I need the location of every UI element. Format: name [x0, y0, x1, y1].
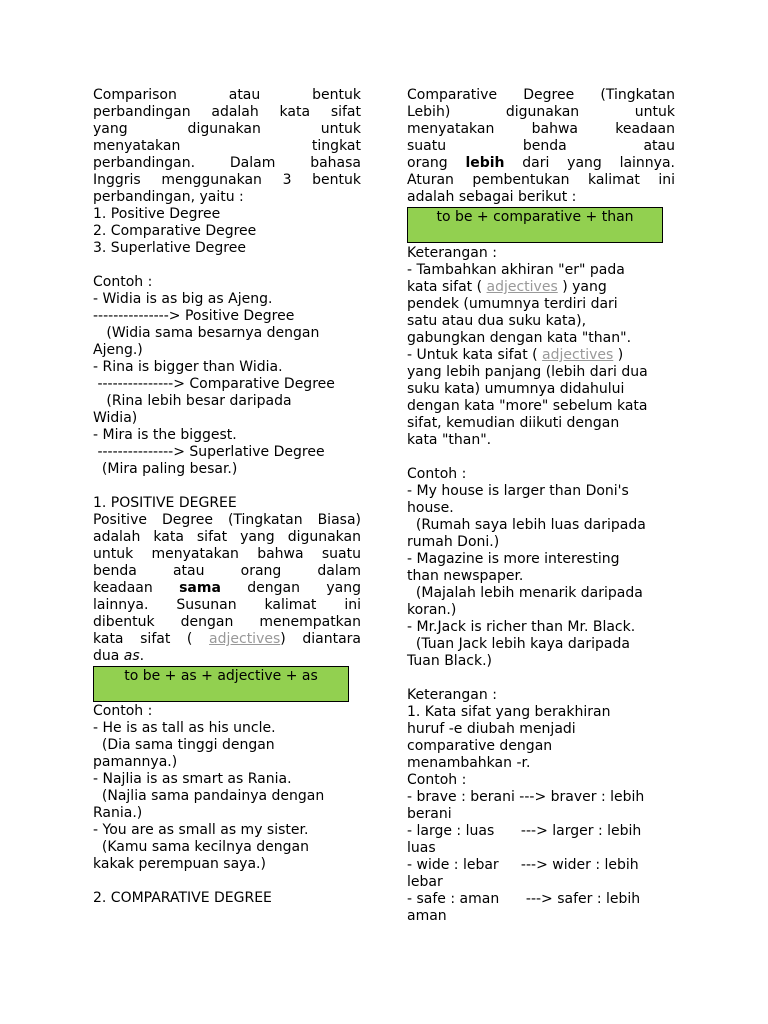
- adjectives-link[interactable]: adjectives: [542, 347, 614, 363]
- body-line: Aturan pembentukan kalimat ini: [407, 172, 675, 188]
- section-heading-positive: 1. POSITIVE DEGREE: [93, 495, 237, 511]
- note-line: - Untuk kata sifat ( adjectives ): [407, 347, 624, 363]
- example-line: aman: [407, 908, 447, 924]
- adjectives-link[interactable]: adjectives: [486, 279, 558, 295]
- example-line: (Widia sama besarnya dengan: [93, 325, 320, 341]
- example-line: (Najlia sama pandainya dengan: [93, 788, 325, 804]
- example-line: (Majalah lebih menarik daripada: [407, 585, 643, 601]
- intro-line: menyatakan tingkat: [93, 138, 361, 154]
- comparative-formula-box: to be + comparative + than: [407, 207, 663, 243]
- right-column: [407, 87, 675, 925]
- body-line: lainnya. Susunan kalimat ini: [93, 597, 361, 613]
- example-line: kakak perempuan saya.): [93, 856, 266, 872]
- intro-line: perbandingan, yaitu :: [93, 189, 244, 205]
- example-line: - My house is larger than Doni's: [407, 483, 629, 499]
- example-line: - brave : berani ---> braver : lebih: [407, 789, 645, 805]
- example-line: - You are as small as my sister.: [93, 822, 309, 838]
- body-line: untuk menyatakan bahwa suatu: [93, 546, 361, 562]
- note-line: suku kata) umumnya didahului: [407, 381, 625, 397]
- example-line: berani: [407, 806, 452, 822]
- example-line: - Mr.Jack is richer than Mr. Black.: [407, 619, 636, 635]
- example-line: ---------------> Positive Degree: [93, 308, 295, 324]
- list-item: 2. Comparative Degree: [93, 223, 257, 239]
- body-line: benda atau orang dalam: [93, 563, 361, 579]
- example-line: Contoh :: [93, 274, 153, 290]
- example-line: Tuan Black.): [407, 653, 492, 669]
- body-line: dibentuk dengan menempatkan: [93, 614, 361, 630]
- body-line: Lebih) digunakan untuk: [407, 104, 675, 120]
- example-line: (Rumah saya lebih luas daripada: [407, 517, 646, 533]
- note-line: sifat, kemudian diikuti dengan: [407, 415, 620, 431]
- example-line: - Magazine is more interesting: [407, 551, 620, 567]
- adjectives-link[interactable]: adjectives: [209, 631, 281, 647]
- example-line: - wide : lebar ---> wider : lebih: [407, 857, 639, 873]
- body-line: menyatakan bahwa keadaan: [407, 121, 675, 137]
- body-line: keadaan sama dengan yang: [93, 580, 361, 596]
- note-line: pendek (umumnya terdiri dari: [407, 296, 618, 312]
- body-line: Comparative Degree (Tingkatan: [407, 87, 675, 103]
- example-line: ---------------> Comparative Degree: [93, 376, 335, 392]
- example-line: - large : luas ---> larger : lebih: [407, 823, 642, 839]
- example-line: Contoh :: [407, 772, 467, 788]
- example-line: - safe : aman ---> safer : lebih: [407, 891, 641, 907]
- note-line: dengan kata "more" sebelum kata: [407, 398, 648, 414]
- intro-line: perbandingan. Dalam bahasa: [93, 155, 361, 171]
- note-line: comparative dengan: [407, 738, 553, 754]
- example-line: (Mira paling besar.): [93, 461, 238, 477]
- section-heading-comparative: 2. COMPARATIVE DEGREE: [93, 890, 272, 906]
- example-line: Contoh :: [407, 466, 467, 482]
- example-line: (Rina lebih besar daripada: [93, 393, 292, 409]
- note-heading: Keterangan :: [407, 245, 497, 261]
- body-line: adalah kata sifat yang digunakan: [93, 529, 361, 545]
- positive-formula-box: to be + as + adjective + as: [93, 666, 349, 702]
- intro-line: Comparison atau bentuk: [93, 87, 362, 103]
- list-item: 3. Superlative Degree: [93, 240, 246, 256]
- example-line: pamannya.): [93, 754, 178, 770]
- body-line: adalah sebagai berikut :: [407, 189, 577, 205]
- example-line: - Widia is as big as Ajeng.: [93, 291, 273, 307]
- example-line: luas: [407, 840, 436, 856]
- note-line: huruf -e diubah menjadi: [407, 721, 576, 737]
- emphasis-lebih: lebih: [465, 155, 505, 171]
- note-line: satu atau dua suku kata),: [407, 313, 587, 329]
- example-line: Ajeng.): [93, 342, 143, 358]
- note-line: kata "than".: [407, 432, 492, 448]
- left-column: [93, 87, 361, 907]
- note-line: - Tambahkan akhiran "er" pada: [407, 262, 625, 278]
- example-line: Rania.): [93, 805, 143, 821]
- note-line: gabungkan dengan kata "than".: [407, 330, 632, 346]
- example-line: rumah Doni.): [407, 534, 500, 550]
- body-line: dua as.: [93, 648, 145, 664]
- example-line: (Tuan Jack lebih kaya daripada: [407, 636, 630, 652]
- note-line: yang lebih panjang (lebih dari dua: [407, 364, 648, 380]
- example-line: (Kamu sama kecilnya dengan: [93, 839, 309, 855]
- example-line: than newspaper.: [407, 568, 524, 584]
- note-heading: Keterangan :: [407, 687, 497, 703]
- example-line: Widia): [93, 410, 138, 426]
- note-line: kata sifat ( adjectives ) yang: [407, 279, 607, 295]
- emphasis-sama: sama: [179, 580, 221, 596]
- example-line: - He is as tall as his uncle.: [93, 720, 276, 736]
- example-line: Contoh :: [93, 703, 153, 719]
- example-line: koran.): [407, 602, 457, 618]
- body-line: suatu benda atau: [407, 138, 675, 154]
- example-line: - Rina is bigger than Widia.: [93, 359, 283, 375]
- list-item: 1. Positive Degree: [93, 206, 221, 222]
- intro-line: perbandingan adalah kata sifat: [93, 104, 361, 120]
- note-line: menambahkan -r.: [407, 755, 531, 771]
- example-line: (Dia sama tinggi dengan: [93, 737, 275, 753]
- example-line: house.: [407, 500, 454, 516]
- example-line: lebar: [407, 874, 443, 890]
- intro-line: Inggris menggunakan 3 bentuk: [93, 172, 361, 188]
- example-line: ---------------> Superlative Degree: [93, 444, 325, 460]
- body-line: kata sifat ( adjectives) diantara: [93, 631, 361, 647]
- note-line: 1. Kata sifat yang berakhiran: [407, 704, 611, 720]
- body-line: orang lebih dari yang lainnya.: [407, 155, 675, 171]
- emphasis-as: as: [123, 648, 140, 664]
- example-line: - Mira is the biggest.: [93, 427, 237, 443]
- intro-line: yang digunakan untuk: [93, 121, 361, 137]
- example-line: - Najlia is as smart as Rania.: [93, 771, 292, 787]
- body-line: Positive Degree (Tingkatan Biasa): [93, 512, 361, 528]
